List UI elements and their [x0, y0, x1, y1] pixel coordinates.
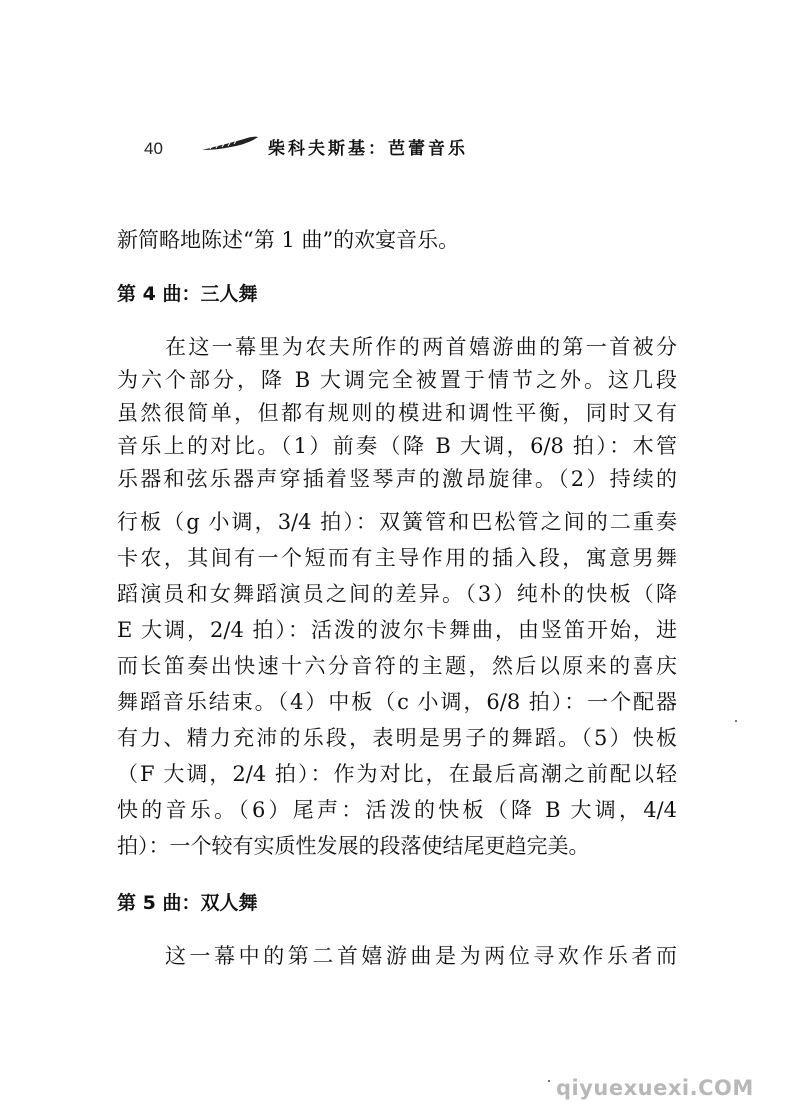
paragraph-line: E 大调，2/4 拍）：活泼的波尔卡舞曲，由竖笛开始，进: [117, 618, 677, 642]
paragraph-line: 蹈演员和女舞蹈演员之间的差异。（3）纯朴的快板（降: [117, 582, 677, 606]
scan-speck: [735, 720, 737, 722]
page-header: [140, 132, 520, 162]
paragraph-line: 快的音乐。（6）尾声：活泼的快板（降 B 大调，4/4: [117, 798, 677, 822]
paragraph-line: 舞蹈音乐结束。（4）中板（c 小调，6/8 拍）：一个配器: [117, 690, 677, 714]
paragraph-line: 新简略地陈述“第 1 曲”的欢宴音乐。: [117, 228, 460, 252]
section-heading: 第 4 曲：三人舞: [117, 283, 258, 305]
paragraph-line: 卡农，其间有一个短而有主导作用的插入段，寓意男舞: [117, 546, 677, 570]
page-number: 40: [144, 139, 163, 158]
paragraph-line: 虽然很简单，但都有规则的模进和调性平衡，同时又有: [117, 401, 677, 425]
section-heading: 第 5 曲：双人舞: [117, 892, 258, 914]
paragraph-line: 音乐上的对比。（1）前奏（降 B 大调，6/8 拍）：木管: [117, 434, 677, 458]
paragraph-line: 而长笛奏出快速十六分音符的主题，然后以原来的喜庆: [117, 654, 677, 678]
paragraph-line: 拍）：一个较有实质性发展的段落使结尾更趋完美。: [117, 834, 590, 858]
paragraph-line: 乐器和弦乐器声穿插着竖琴声的激昂旋律。（2）持续的: [117, 467, 677, 491]
paragraph-line: 行板（g 小调，3/4 拍）：双簧管和巴松管之间的二重奏: [117, 510, 677, 534]
feather-ornament-icon: [200, 134, 260, 158]
scan-speck: [548, 1080, 550, 1082]
paragraph-line: 这一幕中的第二首嬉游曲是为两位寻欢作乐者而: [165, 944, 677, 968]
paragraph-line: 在这一幕里为农夫所作的两首嬉游曲的第一首被分: [165, 335, 677, 359]
running-title: 柴科夫斯基：芭蕾音乐: [268, 139, 468, 159]
paragraph-line: 为六个部分，降 B 大调完全被置于情节之外。这几段: [117, 368, 677, 392]
site-watermark: qiyuexuexi.COM: [556, 1076, 754, 1100]
paragraph-line: （F 大调，2/4 拍）：作为对比，在最后高潮之前配以轻: [117, 762, 677, 786]
paragraph-line: 有力、精力充沛的乐段，表明是男子的舞蹈。（5）快板: [117, 726, 677, 750]
